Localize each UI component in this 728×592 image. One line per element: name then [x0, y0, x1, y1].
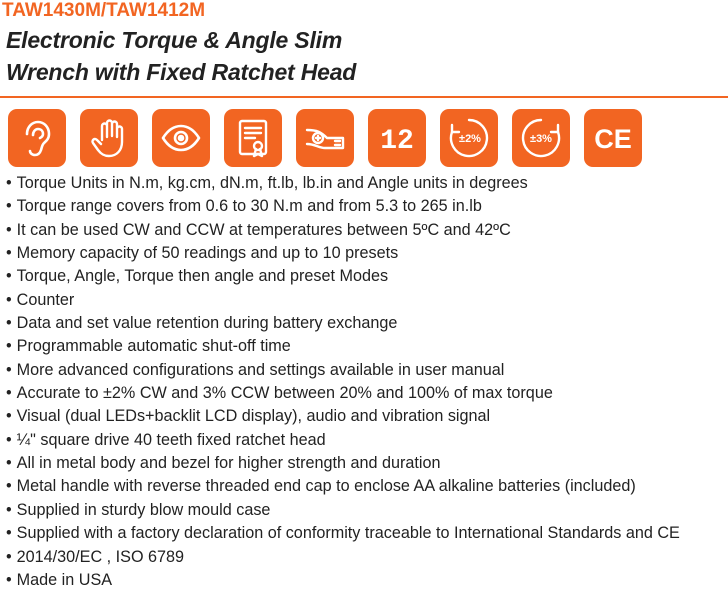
accuracy-ccw-label: ±3%	[530, 133, 552, 145]
product-title-line-2: Wrench with Fixed Ratchet Head	[6, 59, 357, 85]
list-item: • Programmable automatic shut-off time	[6, 335, 680, 358]
list-item: • It can be used CW and CCW at temperatures between 5ºC and 42ºC	[6, 219, 680, 242]
list-item: • Torque Units in N.m, kg.cm, dN.m, ft.lb, lb.in and Angle units in degrees	[6, 172, 680, 195]
list-item: • Counter	[6, 289, 680, 312]
list-item: • Visual (dual LEDs+backlit LCD display), audio and vibration signal	[6, 405, 680, 428]
model-number: TAW1430M/TAW1412M	[2, 0, 206, 21]
ear-icon	[8, 109, 66, 167]
digital-display-icon	[368, 109, 426, 167]
certificate-icon	[224, 109, 282, 167]
ce-mark-label: CE	[594, 124, 632, 154]
feature-list	[6, 172, 680, 592]
product-title-line-1: Electronic Torque & Angle Slim	[6, 27, 343, 53]
list-item: • Supplied with a factory declaration of conformity traceable to International Standards and CE	[6, 522, 680, 545]
list-item: • Torque range covers from 0.6 to 30 N.m and from 5.3 to 265 in.lb	[6, 195, 680, 218]
ce-mark-icon	[584, 109, 642, 167]
list-item: • ¼" square drive 40 teeth fixed ratchet head	[6, 429, 680, 452]
list-item: • More advanced configurations and settings available in user manual	[6, 359, 680, 382]
list-item: • Supplied in sturdy blow mould case	[6, 499, 680, 522]
list-item: • 2014/30/EC , ISO 6789	[6, 546, 680, 569]
divider	[0, 96, 728, 98]
usb-connection-icon	[296, 109, 354, 167]
list-item: • Made in USA	[6, 569, 680, 592]
list-item: • Metal handle with reverse threaded end cap to enclose AA alkaline batteries (included)	[6, 475, 680, 498]
list-item: • Data and set value retention during battery exchange	[6, 312, 680, 335]
accuracy-ccw-icon	[512, 109, 570, 167]
accuracy-cw-label: ±2%	[459, 133, 481, 145]
hand-icon	[80, 109, 138, 167]
accuracy-cw-icon	[440, 109, 498, 167]
display-digits: 12	[380, 126, 414, 157]
list-item: • Torque, Angle, Torque then angle and preset Modes	[6, 265, 680, 288]
list-item: • Accurate to ±2% CW and 3% CCW between 20% and 100% of max torque	[6, 382, 680, 405]
eye-icon	[152, 109, 210, 167]
list-item: • All in metal body and bezel for higher strength and duration	[6, 452, 680, 475]
feature-icons-row	[8, 109, 642, 167]
list-item: • Memory capacity of 50 readings and up to 10 presets	[6, 242, 680, 265]
